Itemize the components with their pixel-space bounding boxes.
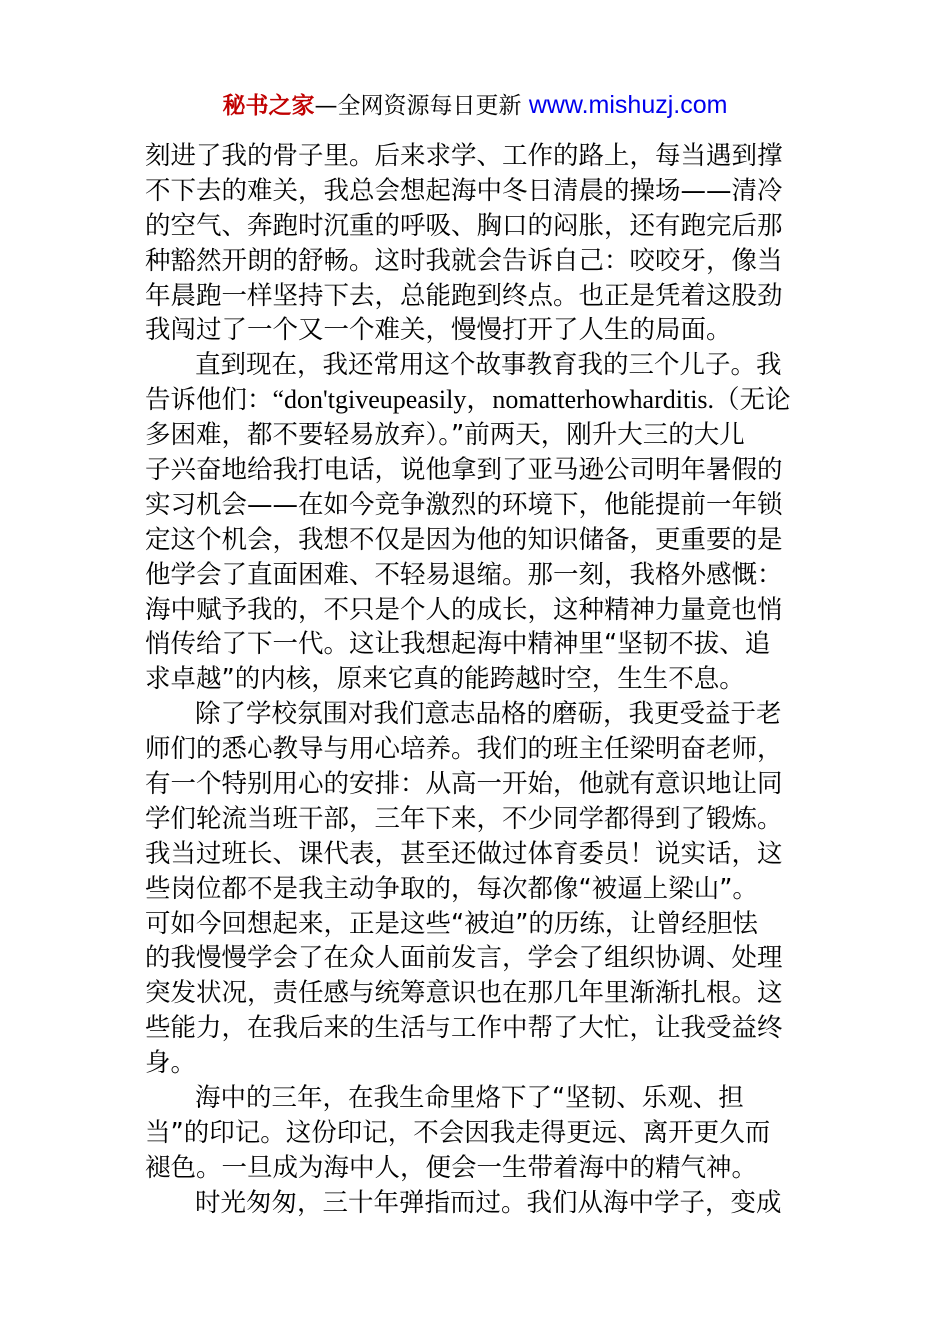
paragraph-3 [145, 697, 807, 1081]
text-line: 子兴奋地给我打电话，说他拿到了亚马逊公司明年暑假的 [145, 455, 783, 486]
text-line: 海中的三年，在我生命里烙下了“坚韧、乐观、担 [195, 1083, 744, 1114]
text-line: 不下去的难关，我总会想起海中冬日清晨的操场——清冷 [145, 175, 783, 206]
text-line: 学们轮流当班干部，三年下来，不少同学都得到了锻炼。 [145, 803, 783, 834]
paragraph-4 [145, 1081, 807, 1186]
text-line: 当”的印记。这份印记，不会因我走得更远、离开更久而 [145, 1117, 771, 1148]
text-line: 褪色。一旦成为海中人，便会一生带着海中的精气神。 [145, 1152, 758, 1183]
text-line: 些岗位都不是我主动争取的，每次都像“被逼上梁山”。 [145, 873, 758, 904]
text-line: 直到现在，我还常用这个故事教育我的三个儿子。我 [195, 350, 782, 381]
text-line: 可如今回想起来，正是这些“被迫”的历练，让曾经胆怯 [145, 908, 758, 939]
text-line: 悄传给了下一代。这让我想起海中精神里“坚韧不拔、追 [145, 629, 771, 660]
text-line: 刻进了我的骨子里。后来求学、工作的路上，每当遇到撑 [145, 141, 783, 171]
article-body [145, 139, 807, 1221]
english-quote: “don'tgiveupeasily，nomatterhowharditis. [272, 385, 715, 415]
text-line: 种豁然开朗的舒畅。这时我就会告诉自己：咬咬牙，像当 [145, 245, 783, 276]
text-line: 实习机会——在如今竞争激烈的环境下，他能提前一年锁 [145, 489, 783, 520]
text-line: 我当过班长、课代表，甚至还做过体育委员！说实话，这 [145, 838, 783, 869]
text-line: 的空气、奔跑时沉重的呼吸、胸口的闷胀，还有跑完后那 [145, 210, 783, 241]
text-line: 时光匆匆，三十年弹指而过。我们从海中学子，变成 [195, 1187, 782, 1218]
header-slogan: —全网资源每日更新 [314, 93, 522, 119]
text-line: 求卓越”的内核，原来它真的能跨越时空，生生不息。 [145, 664, 745, 695]
text-line: 定这个机会，我想不仅是因为他的知识储备，更重要的是 [145, 524, 783, 555]
text-line: 海中赋予我的，不只是个人的成长，这种精神力量竟也悄 [145, 594, 783, 625]
text-line: 除了学校氛围对我们意志品格的磨砺，我更受益于老 [195, 699, 782, 730]
brand-name: 秘书之家 [222, 93, 315, 119]
text-line: 的我慢慢学会了在众人面前发言，学会了组织协调、处理 [145, 943, 783, 974]
text-line: 我闯过了一个又一个难关，慢慢打开了人生的局面。 [145, 315, 732, 346]
page-header [0, 88, 950, 123]
paragraph-5 [145, 1186, 807, 1221]
text-line: 突发状况，责任感与统筹意识也在那几年里渐渐扎根。这 [145, 978, 783, 1009]
quote-lead: 告诉他们： [145, 385, 273, 416]
text-line-with-quote [145, 383, 807, 418]
text-line: 身。 [145, 1048, 197, 1079]
text-line: 他学会了直面困难、不轻易退缩。那一刻，我格外感慨： [145, 559, 783, 590]
paragraph-2 [145, 348, 807, 697]
paragraph-1 [145, 139, 807, 348]
site-url-link[interactable]: www.mishuzj.com [528, 91, 728, 119]
text-line: 师们的悉心教导与用心培养。我们的班主任梁明奋老师， [145, 734, 783, 765]
quote-tail: （无论 [714, 385, 791, 416]
text-line: 年晨跑一样坚持下去，总能跑到终点。也正是凭着这股劲 [145, 280, 783, 311]
text-line: 些能力，在我后来的生活与工作中帮了大忙，让我受益终 [145, 1013, 783, 1044]
text-line: 有一个特别用心的安排：从高一开始，他就有意识地让同 [145, 769, 783, 800]
text-line: 多困难，都不要轻易放弃）。”前两天，刚升大三的大儿 [145, 420, 745, 451]
